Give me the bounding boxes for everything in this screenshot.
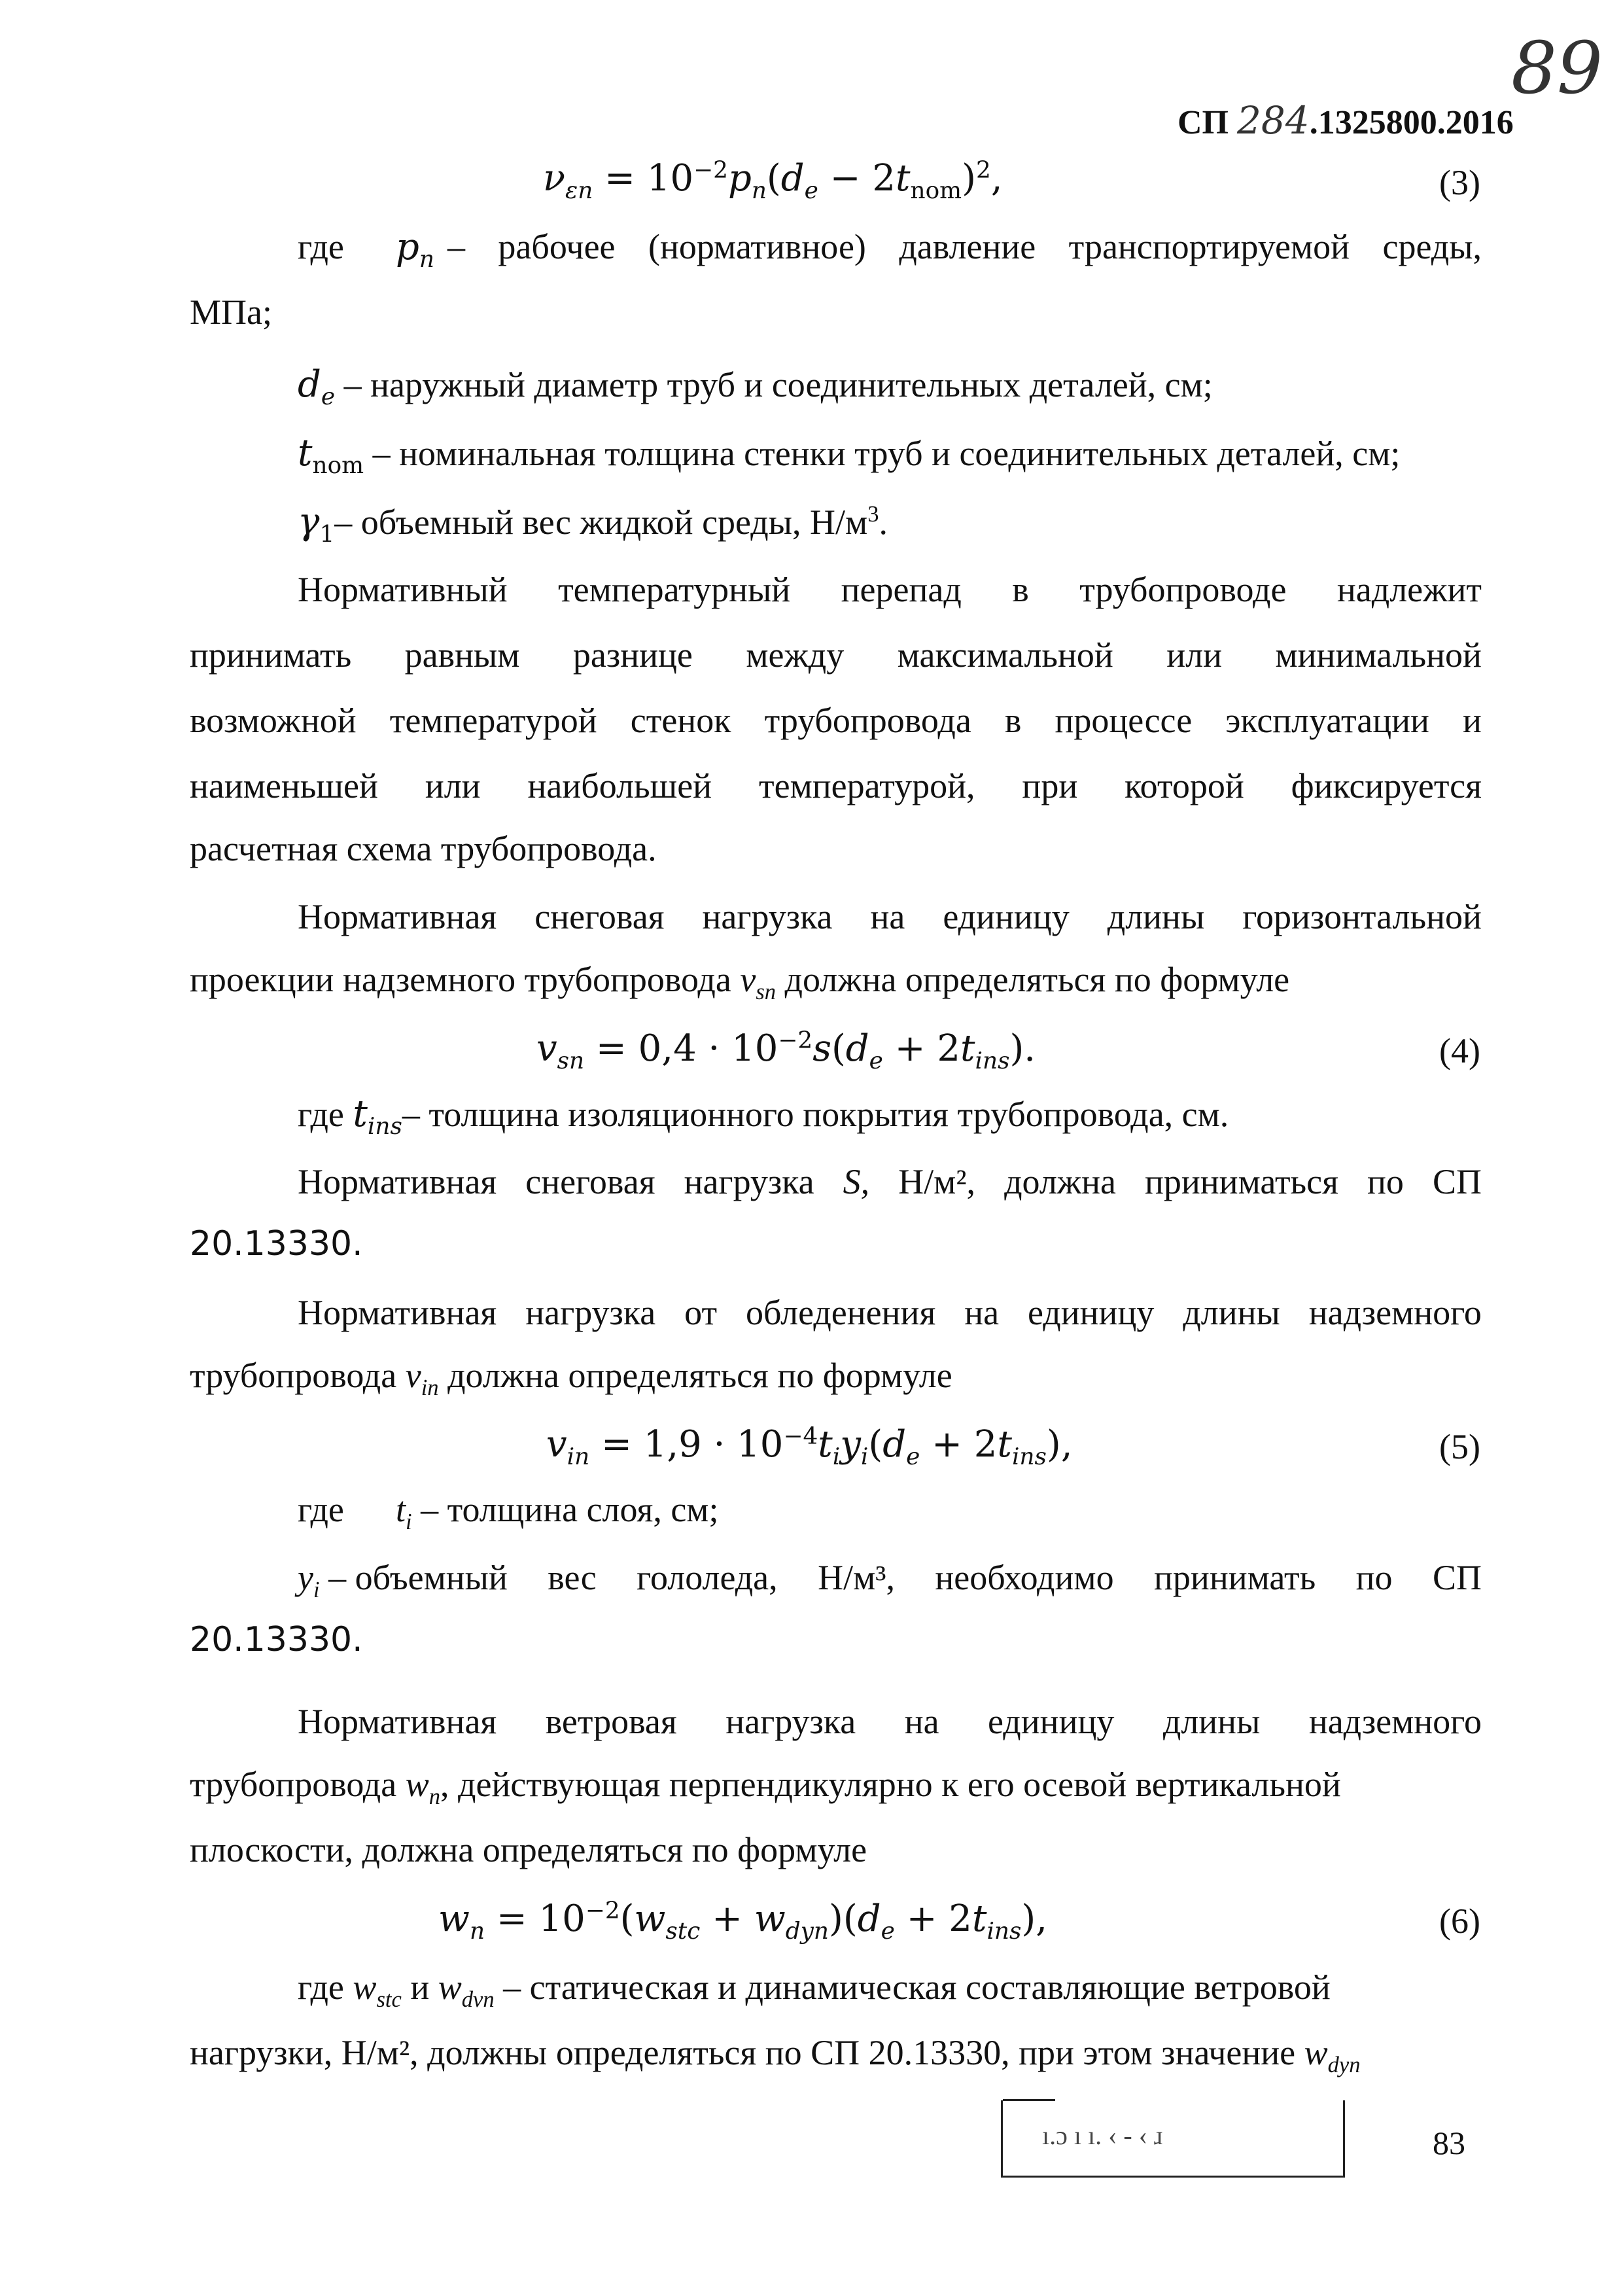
- equation-6-number: (6): [1439, 1901, 1480, 1941]
- para-snowload-cont: 20.13330.: [190, 1224, 363, 1263]
- para-temp-line-2: принимать равным разнице между максимальной или минимальной: [190, 635, 1482, 675]
- para-temp-line-1: Нормативный температурный перепад в трубопроводе надлежит: [298, 570, 1482, 609]
- header-handwritten-number: 284: [1237, 98, 1310, 143]
- wind-components-line-2: нагрузки, Н/м², должны определяться по СП 20.13330, при этом значение $w_{dyn}$: [190, 2033, 1361, 2077]
- para-wind-line-2: трубопровода $w_n$, действующая перпендикулярно к его осевой вертикальной: [190, 1765, 1341, 1809]
- equation-4-number: (4): [1439, 1031, 1480, 1070]
- de-definition: – наружный диаметр труб и соединительных деталей, см;: [343, 365, 1213, 404]
- tnom-definition: – номинальная толщина стенки труб и соединительных деталей, см;: [372, 434, 1401, 473]
- para-snow-line-2: проекции надземного трубопровода $v_{sn}$ должна определяться по формуле: [190, 960, 1290, 1004]
- wind-components-line-1: где $w_{stc}$ и $w_{dvn}$ – статическая и динамическая составляющие ветровой: [298, 1968, 1331, 2012]
- yi-definition-cont: 20.13330.: [190, 1620, 363, 1659]
- equation-5-number: (5): [1439, 1427, 1480, 1466]
- equation-3-number: (3): [1439, 163, 1480, 202]
- equation-4: $v_{sn} = 0,4 \cdot 10^{-2}s(d_e + 2t_{ins})$.: [536, 1027, 1036, 1075]
- gamma-definition-line: $\gamma_1-$ объемный вес жидкой среды, $Н/м^3$.: [298, 501, 888, 548]
- equation-3: $\nu_{\varepsilon n} = 10^{-2}p_n(d_e - 2t_{nom})^2$,: [543, 156, 1003, 205]
- de-definition-line: $d_e$ – наружный диаметр труб и соединительных деталей, см;: [298, 363, 1213, 411]
- stamp-text: ı.ɔ ı ı. ‹ - ‹ ɹ: [1042, 2121, 1163, 2150]
- tnom-definition-line: $t_{nom}$ – номинальная толщина стенки труб и соединительных деталей, см;: [298, 432, 1401, 480]
- equation-6: $w_n = 10^{-2}(w_{stc} + w_{dyn})(d_e + 2t_{ins})$,: [438, 1897, 1048, 1945]
- document-code-header: [1178, 98, 1514, 143]
- para-temp-line-5: расчетная схема трубопровода.: [190, 829, 657, 868]
- handwritten-page-mark: 89: [1511, 26, 1603, 110]
- para-temp-line-4: наименьшей или наибольшей температурой, при которой фиксируется: [190, 766, 1482, 805]
- yi-definition-line: $y_i$ – объемный вес гололеда, Н/м³, необходимо принимать по СП: [298, 1558, 1482, 1602]
- page-number: 83: [1433, 2125, 1465, 2161]
- para-ice-line-2: трубопровода $v_{in}$ должна определяться по формуле: [190, 1356, 952, 1400]
- para-temp-line-3: возможной температурой стенок трубопровода в процессе эксплуатации и: [190, 701, 1482, 740]
- para-snow-line-1: Нормативная снеговая нагрузка на единицу длины горизонтальной: [298, 897, 1482, 936]
- para-wind-line-3: плоскости, должна определяться по формуле: [190, 1830, 867, 1869]
- pn-definition-cont: МПа;: [190, 292, 272, 332]
- ti-definition-line: где $t_i$ – толщина слоя, см;: [298, 1490, 719, 1534]
- tins-definition-line: где $t_{ins}-$ толщина изоляционного покрытия трубопровода, см.: [298, 1093, 1229, 1140]
- where-label: где: [298, 227, 344, 266]
- gamma-definition: – объемный вес жидкой среды, Н/м: [334, 503, 868, 542]
- para-ice-line-1: Нормативная нагрузка от обледенения на единицу длины надземного: [298, 1293, 1482, 1332]
- equation-5: $v_{in} = 1,9 \cdot 10^{-4}t_iy_i(d_e + 2t_{ins})$,: [546, 1422, 1073, 1471]
- para-snowload-line-1: Нормативная снеговая нагрузка S, Н/м², должна приниматься по СП: [298, 1162, 1482, 1201]
- para-wind-line-1: Нормативная ветровая нагрузка на единицу длины надземного: [298, 1702, 1482, 1741]
- where-pn-line: [298, 226, 1482, 274]
- scan-stamp-box: [1001, 2100, 1345, 2178]
- symbol-pn: $p_n$: [396, 226, 434, 274]
- header-prefix: СП: [1178, 104, 1229, 141]
- header-code: .1325800.2016: [1309, 104, 1514, 141]
- pn-definition: – рабочее (нормативное) давление транспортируемой среды,: [447, 227, 1482, 266]
